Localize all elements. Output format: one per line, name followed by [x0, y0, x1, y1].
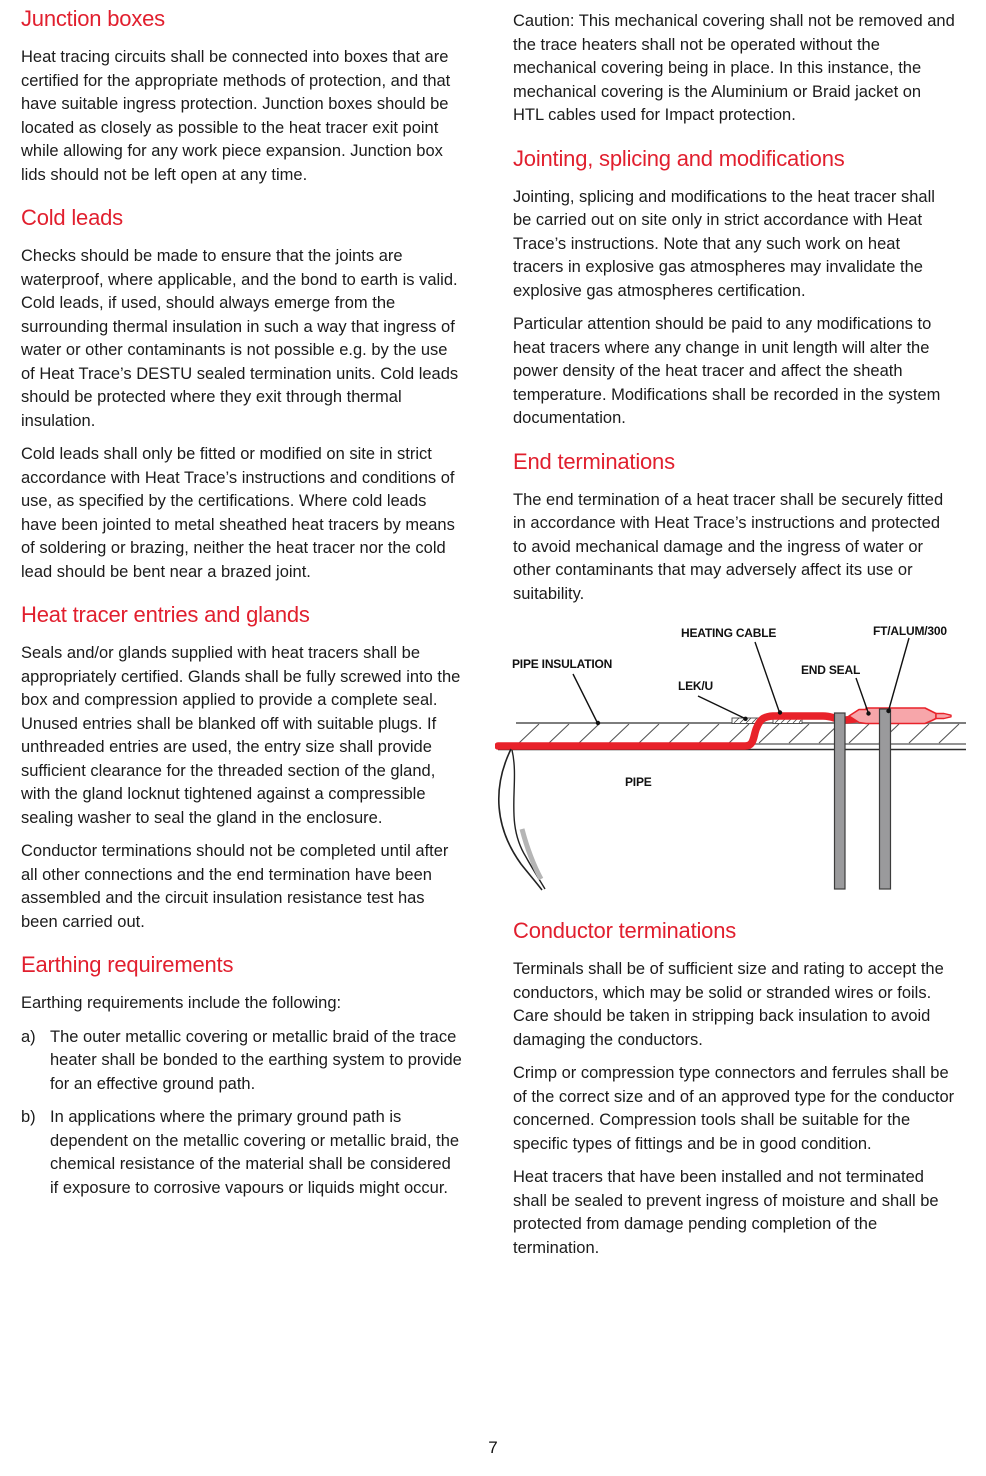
- fixing-band-1: [835, 713, 846, 889]
- diagram-label-ft-alum: FT/ALUM/300: [873, 624, 947, 638]
- paragraph: Particular attention should be paid to any modifications to heat tracers where any change in unit length will alter the power density of the heat tracer and affect the sheath temperature. Modifications shall be recorded in the system documentation.: [513, 315, 941, 427]
- end-seal-nipple: [936, 714, 951, 719]
- paragraph: Crimp or compression type connectors and ferrules shall be of the correct size and of an approved type for the conductor concerned. Compression tools shall be suitable for the specific types of fittings and be in good condition.: [513, 1064, 955, 1153]
- section-junction-boxes: [21, 6, 462, 187]
- leader-heating-cable: [755, 642, 779, 711]
- section-heading: Cold leads: [21, 205, 123, 230]
- diagram-label-pipe-insulation: PIPE INSULATION: [512, 657, 613, 671]
- paragraph: Cold leads shall only be fitted or modified on site in strict accordance with Heat Trace’s instructions and conditions of use, as specified by the certifications. Where cold leads have been jointed to metal sheathed heat tracers by means of soldering or brazing, neither the heat tracer nor the cold lead should be bent near a brazed joint.: [21, 445, 455, 581]
- section-heading: Heat tracer entries and glands: [21, 602, 310, 627]
- end-termination-diagram: [495, 616, 975, 910]
- section-heading: Junction boxes: [21, 6, 165, 31]
- list-text: In applications where the primary ground path is dependent on the metallic covering or metallic braid, the chemical resistance of the material shall be considered if exposure to corrosive vapours or liquids might occur.: [50, 1108, 460, 1197]
- section-heading: Conductor terminations: [513, 918, 737, 943]
- leader-dot: [778, 710, 782, 714]
- leader-ft-alum: [889, 638, 909, 709]
- diagram-label-end-seal: END SEAL: [801, 663, 861, 677]
- leader-end-seal: [856, 678, 868, 712]
- list-marker: b): [21, 1108, 36, 1126]
- diagram-label-lek-u: LEK/U: [678, 679, 714, 693]
- diagram-label-pipe: PIPE: [625, 775, 652, 789]
- pipe-break-curve-inner: [512, 750, 545, 889]
- paragraph: Earthing requirements include the following:: [21, 994, 342, 1012]
- section-heading: Jointing, splicing and modifications: [513, 145, 845, 171]
- section-heading: Earthing requirements: [21, 952, 234, 977]
- leader-dot: [866, 711, 870, 715]
- section-heat-tracer-entries-and-glands: [21, 602, 462, 934]
- leader-dot: [596, 721, 600, 725]
- leader-dot: [886, 709, 890, 713]
- insulation-hatch: [519, 724, 959, 743]
- list-text: The outer metallic covering or metallic braid of the trace heater shall be bonded to the earthing system to provide for an effective ground path.: [50, 1027, 462, 1093]
- diagram-label-heating-cable: HEATING CABLE: [681, 626, 777, 640]
- paragraph: Terminals shall be of sufficient size and rating to accept the conductors, which may be solid or stranded wires or foils. Care should be taken in stripping back insulation to avoid damaging the conductors.: [513, 960, 944, 1049]
- leader-pipe-insulation: [573, 674, 597, 722]
- page-number: 7: [488, 1438, 498, 1457]
- section-heading: End terminations: [513, 448, 675, 474]
- paragraph: Jointing, splicing and modifications to the heat tracer shall be carried out on site only in strict accordance with Heat Trace’s instructions. Note that any such work on heat tracers in explosive gas atmospheres may invalidate the explosive gas atmospheres certification.: [513, 187, 935, 300]
- paragraph: Conductor terminations should not be completed until after all other connections and the end termination have been assembled and the circuit insulation resistance test has been carried out.: [21, 842, 449, 931]
- section-earthing-requirements: [21, 952, 462, 1200]
- paragraph: Checks should be made to ensure that the joints are waterproof, where applicable, and the bond to earth is valid. Cold leads, if used, should always emerge from the surrounding thermal insulation in such a way that ingress of water or other contaminants is not possible e.g. by the use of Heat Trace’s DESTU sealed termination units. Cold leads should be protected where they exit through thermal insulation.: [21, 247, 459, 430]
- paragraph: Heat tracing circuits shall be connected into boxes that are certified for the appropriate methods of protection, and that have suitable ingress protection. Junction boxes should be located as closely as possible to the heat tracer exit point while allowing for any work piece expansion. Junction box lids should not be left open at any time.: [21, 48, 451, 184]
- paragraph: The end termination of a heat tracer shall be securely fitted in accordance with Heat Trace’s instructions and protected to avoid mechanical damage and the ingress of water or other contaminants that may adversely affect its use or suitability.: [513, 490, 944, 603]
- list-item: [21, 1106, 462, 1200]
- fixing-band-2: [880, 709, 891, 889]
- section-end-terminations: [513, 449, 955, 911]
- leader-dot: [743, 717, 747, 721]
- diagram-svg: [495, 616, 975, 910]
- caution-paragraph: Caution: This mechanical covering shall not be removed and the trace heaters shall not be operated without the mechanical covering being in place. In this instance, the mechanical covering is the Aluminium or Braid jacket on HTL cables used for Impact protection.: [513, 12, 955, 124]
- leader-lek-u: [698, 696, 744, 718]
- list-item: [21, 1026, 462, 1097]
- right-column: [513, 6, 955, 1270]
- paragraph: Heat tracers that have been installed and not terminated shall be sealed to prevent ingress of moisture and shall be protected from damage pending completion of the termination.: [513, 1168, 939, 1257]
- left-column: [21, 6, 462, 1210]
- section-cold-leads: [21, 205, 462, 584]
- end-seal-shape: [849, 708, 936, 724]
- paragraph: Seals and/or glands supplied with heat tracers shall be appropriately certified. Glands shall be fully screwed into the box and compression applied to provide a complete seal. Unused entries shall be blanked off with suitable plugs. If unthreaded entries are used, the entry size shall provide sufficient clearance for the threaded section of the gland, with the gland locknut tightened against a compressible sealing washer to seal the gland in the enclosure.: [21, 644, 461, 827]
- section-jointing-splicing-modifications: [513, 146, 955, 431]
- section-conductor-terminations: [513, 918, 955, 1260]
- list-marker: a): [21, 1027, 36, 1046]
